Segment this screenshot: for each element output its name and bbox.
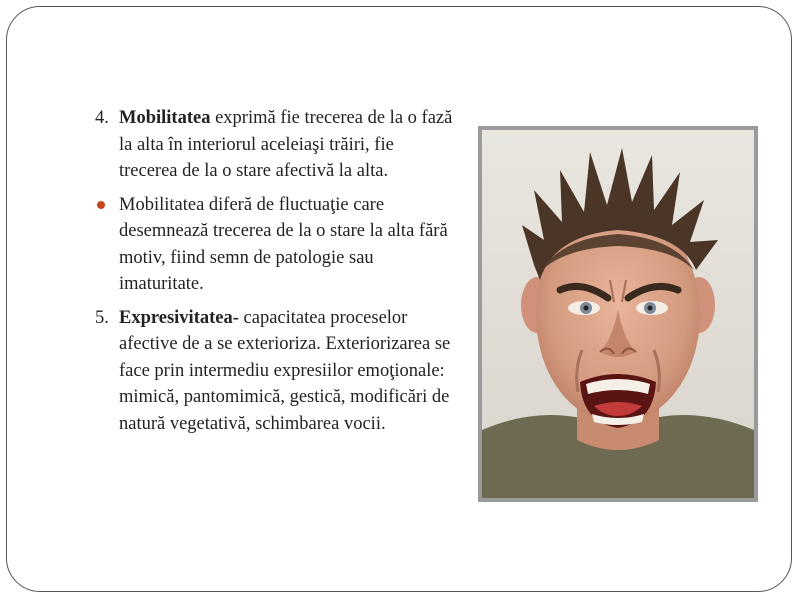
term-mobilitatea: Mobilitatea bbox=[119, 108, 211, 128]
paragraph-mobilitatea bbox=[95, 105, 455, 185]
paragraph-number: 4. bbox=[95, 108, 109, 128]
paragraph-body: exprimă fie trecerea de la o fază la alta în interiorul aceleiaşi trăiri, fie trecerea de la o stare afectivă la alta. bbox=[119, 108, 453, 181]
slide-text bbox=[95, 105, 455, 444]
bullet-icon bbox=[97, 201, 105, 209]
paragraph-body: Mobilitatea diferă de fluctuaţie care desemnează trecerea de la o stare la alta fără motiv, fiind semn de patologie sau imaturitate. bbox=[119, 194, 448, 294]
slide bbox=[6, 6, 792, 592]
term-expresivitatea: Expresivitatea- bbox=[119, 307, 239, 328]
paragraph-expresivitatea bbox=[95, 305, 455, 438]
angry-face-photo bbox=[482, 130, 754, 498]
photo-frame bbox=[478, 126, 758, 502]
paragraph-body: capacitatea proceselor afective de a se exterioriza. Exteriorizarea se face prin intermediu expresiilor emoţionale: mimică, pantomimică, gestică, modificări de natură vegetativă, schimbarea vocii. bbox=[119, 307, 451, 434]
paragraph-number: 5. bbox=[95, 307, 109, 328]
paragraph-fluctuatie bbox=[95, 192, 455, 298]
